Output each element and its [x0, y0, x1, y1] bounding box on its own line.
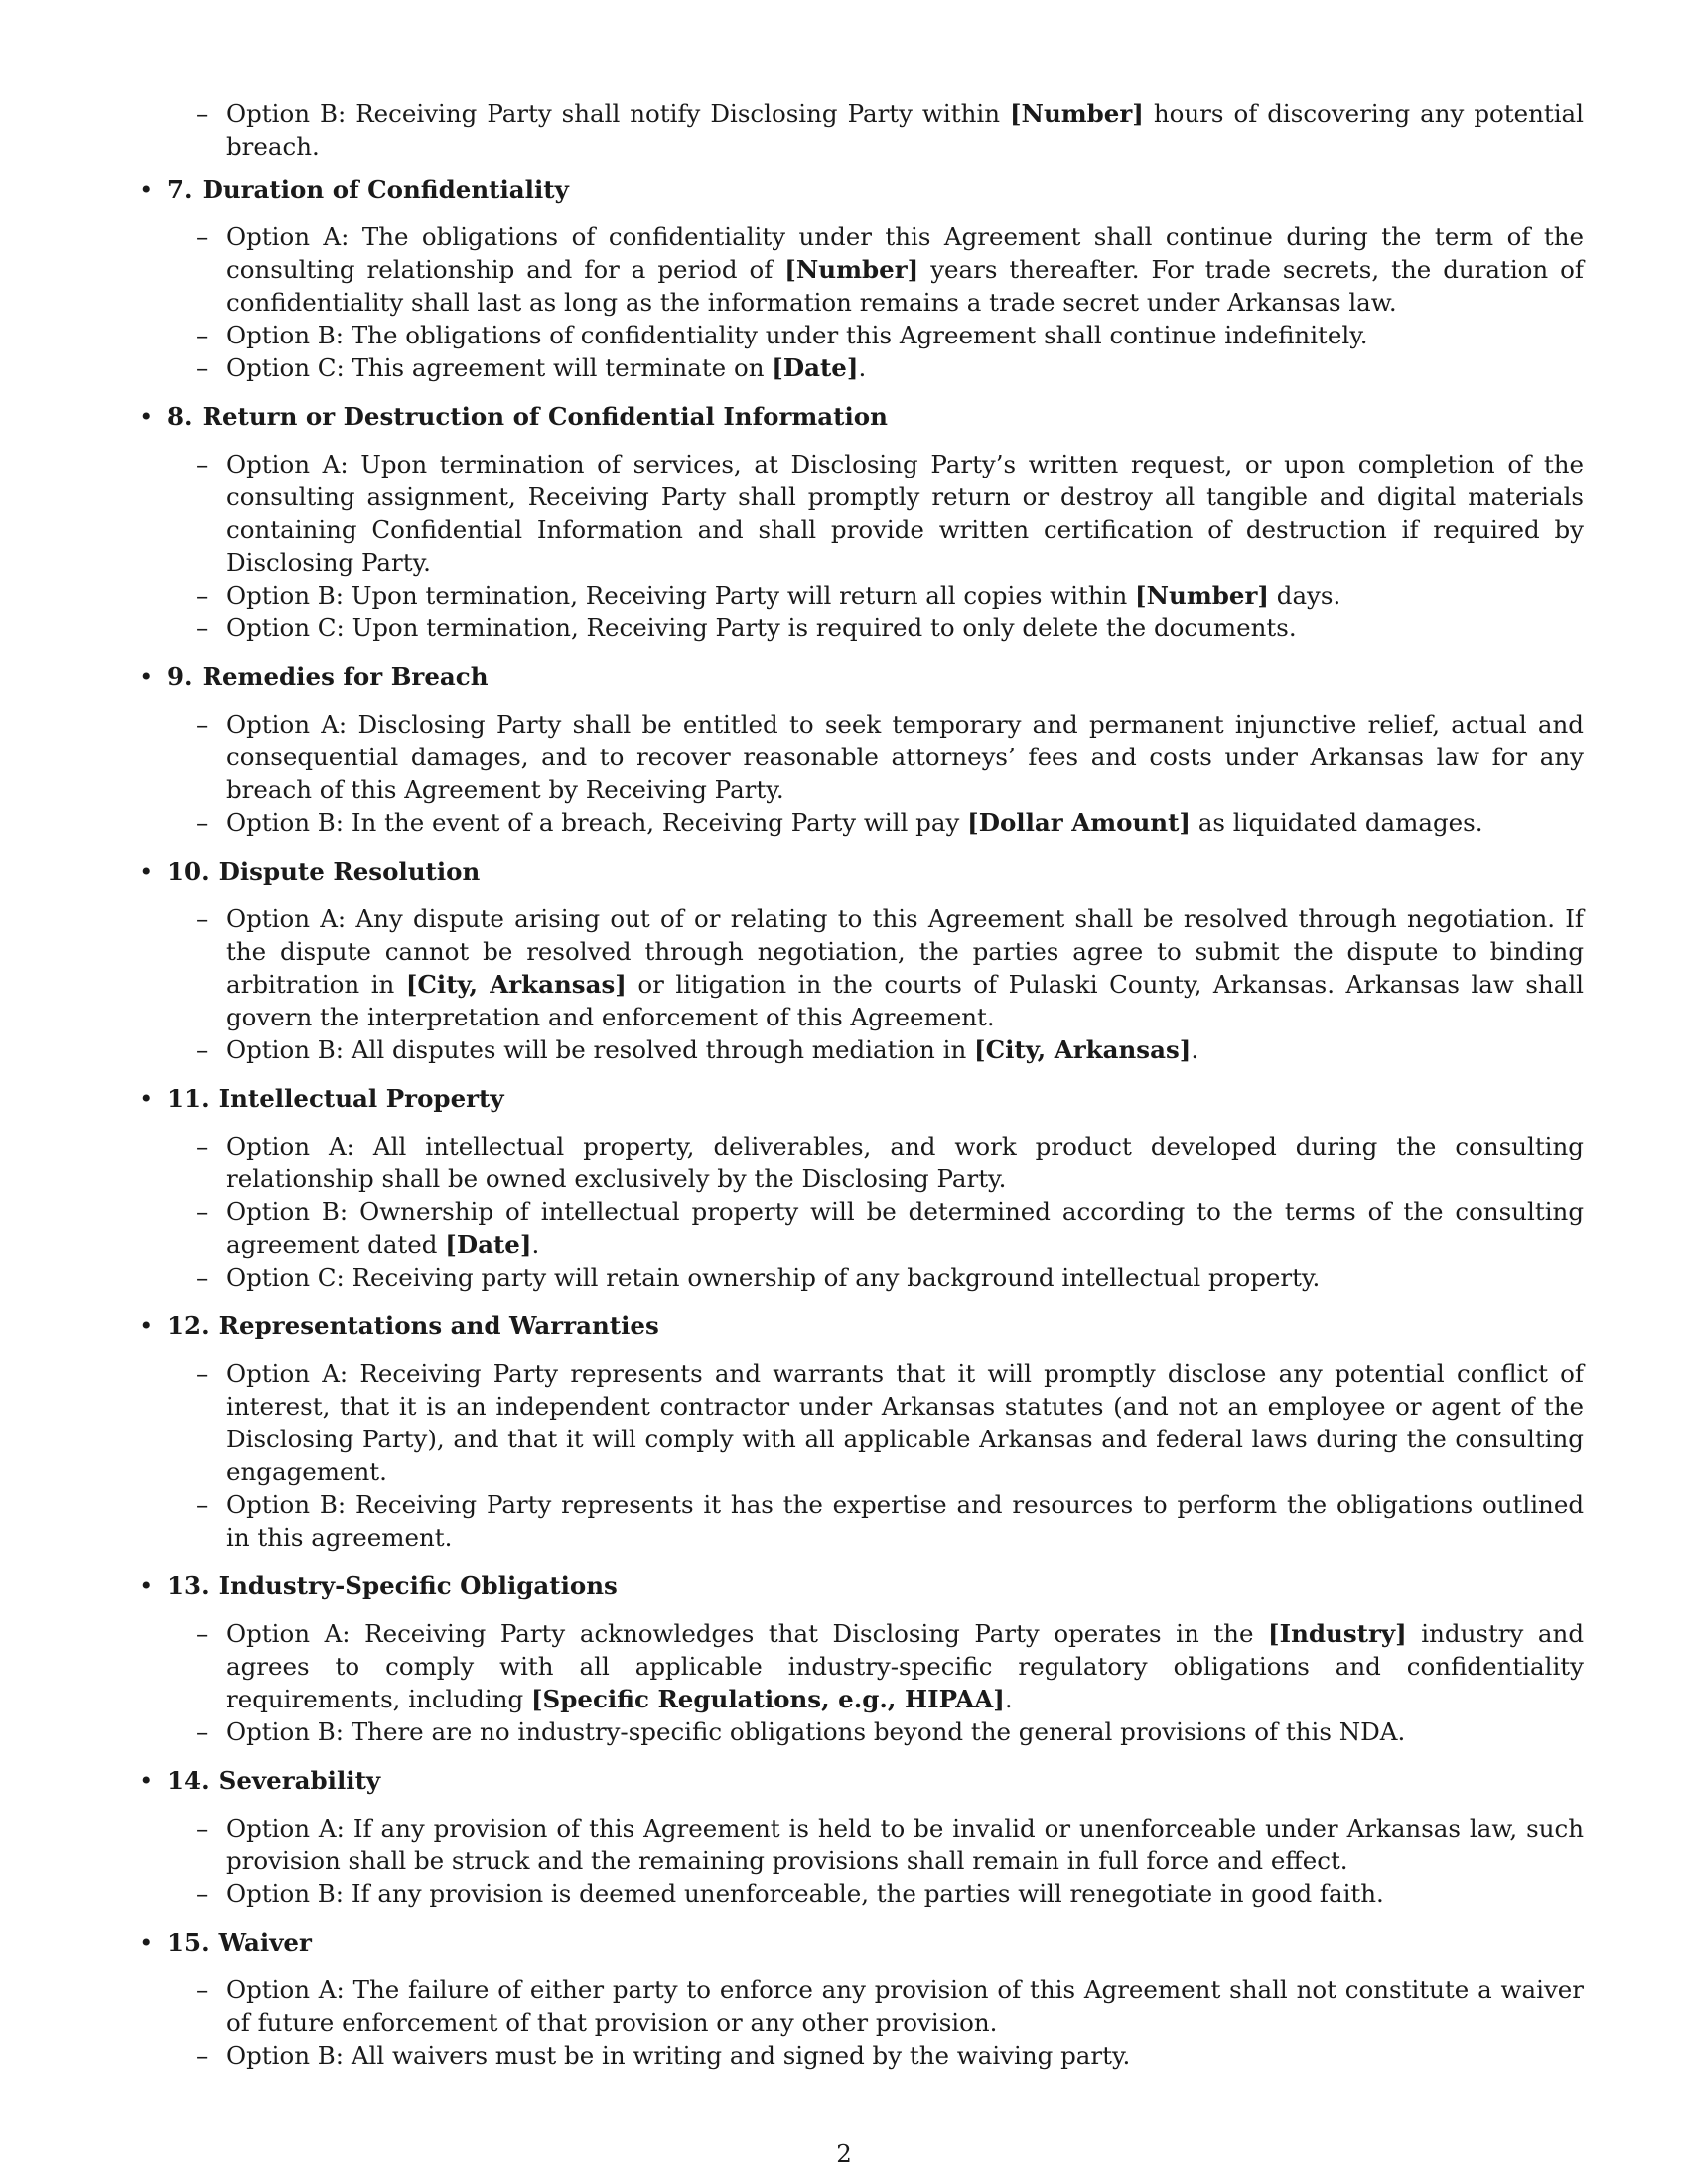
- text-run: Any dispute arising out of or relating to this Agreement shall be resolved through negotiation. If the dispute cannot be resolved through negotiation, the parties agree to submit the dispute to binding arbitration in: [226, 904, 1585, 999]
- text-run: Ownership of intellectual property will be determined according to the terms of the consulting agreement dated: [226, 1197, 1585, 1259]
- option-label: Option B:: [226, 581, 345, 610]
- text-run: industry and agrees to comply with all applicable industry-specific regulatory obligations and confidentiality requirements, including: [226, 1619, 1585, 1713]
- text-run: Upon termination, Receiving Party is required to only delete the documents.: [352, 614, 1297, 642]
- dash-marker: –: [196, 904, 209, 933]
- option-label: Option C:: [226, 614, 345, 642]
- option-text: [352, 614, 1297, 642]
- dash-marker: –: [196, 321, 209, 349]
- page-number: 2: [836, 2139, 852, 2168]
- text-run: Receiving party will retain ownership of any background intellectual property.: [352, 1263, 1321, 1292]
- placeholder-field: [Number]: [1009, 99, 1144, 128]
- text-run: Receiving Party shall notify Disclosing Party within: [355, 99, 1010, 128]
- dash-marker: –: [196, 1976, 209, 2004]
- text-run: .: [531, 1230, 540, 1259]
- option-text: [226, 450, 1584, 577]
- option-label: Option A:: [226, 222, 350, 251]
- option-label: Option B:: [226, 808, 345, 837]
- option-label: Option A:: [226, 1359, 349, 1388]
- option-label: Option B:: [226, 2041, 345, 2070]
- text-run: or litigation in the courts of Pulaski County, Arkansas. Arkansas law shall govern the interpretation and enforcement of this Agreement.: [226, 970, 1584, 1031]
- option-item: [134, 1261, 1584, 1294]
- option-label: Option A:: [226, 1814, 345, 1843]
- bullet-marker: •: [139, 1311, 154, 1340]
- option-text: [352, 2041, 1131, 2070]
- text-run: If any provision is deemed unenforceable, the parties will renegotiate in good faith.: [351, 1879, 1384, 1908]
- section-11: [134, 1082, 1584, 1294]
- option-label: Option A:: [226, 904, 347, 933]
- dash-marker: –: [196, 222, 209, 251]
- option-label: Option B:: [226, 99, 347, 128]
- section-title: Representations and Warranties: [218, 1311, 659, 1340]
- option-label: Option B:: [226, 321, 345, 349]
- option-text: [226, 904, 1584, 1031]
- dash-marker: –: [196, 1359, 209, 1388]
- bullet-marker: •: [139, 1928, 154, 1957]
- option-label: Option C:: [226, 353, 345, 382]
- section-title: Duration of Confidentiality: [202, 175, 569, 204]
- option-text: [352, 1717, 1405, 1746]
- option-item: [134, 902, 1584, 1033]
- section-heading: [134, 1926, 1584, 1959]
- dash-marker: –: [196, 2041, 209, 2070]
- placeholder-field: [Date]: [445, 1230, 532, 1259]
- text-run: Disclosing Party shall be entitled to seek temporary and permanent injunctive relief, actual and consequential damages, and to recover reasonable attorneys’ fees and costs under Arkansas law for any breach of this Agreement by Receiving Party.: [226, 710, 1584, 804]
- option-item: [134, 612, 1584, 644]
- dash-marker: –: [196, 1132, 209, 1160]
- section-14: [134, 1764, 1584, 1910]
- option-item: [134, 97, 1584, 163]
- dash-marker: –: [196, 1035, 209, 1064]
- option-text: [352, 353, 867, 382]
- section-number: 15.: [167, 1928, 210, 1957]
- continued-option-list: [134, 97, 1584, 163]
- option-item: [134, 1488, 1584, 1554]
- dash-marker: –: [196, 1814, 209, 1843]
- dash-marker: –: [196, 1717, 209, 1746]
- text-run: Receiving Party represents and warrants that it will promptly disclose any potential conflict of interest, that it is an independent contractor under Arkansas statutes (and not an employee or agent of the Disclosing Party), and that it will comply with all applicable Arkansas and federal laws during the consulting engagement.: [226, 1359, 1584, 1486]
- option-label: Option B:: [226, 1879, 345, 1908]
- option-item: [134, 1130, 1584, 1195]
- text-run: Upon termination, Receiving Party will return all copies within: [351, 581, 1136, 610]
- option-item: [134, 1877, 1584, 1910]
- section-title: Severability: [218, 1766, 381, 1795]
- placeholder-field: [City, Arkansas]: [974, 1035, 1192, 1064]
- section-13: [134, 1570, 1584, 1748]
- text-run: This agreement will terminate on: [352, 353, 773, 382]
- text-run: If any provision of this Agreement is held to be invalid or unenforceable under Arkansas law, such provision shall be struck and the remaining provisions shall remain in full force and effect.: [226, 1814, 1584, 1875]
- section-12: [134, 1309, 1584, 1554]
- option-text: [226, 710, 1584, 804]
- option-label: Option A:: [226, 1619, 351, 1648]
- section-number: 12.: [167, 1311, 210, 1340]
- text-run: .: [1191, 1035, 1199, 1064]
- bullet-marker: •: [139, 1766, 154, 1795]
- dash-marker: –: [196, 614, 209, 642]
- text-run: .: [858, 353, 867, 382]
- option-item: [134, 1357, 1584, 1488]
- section-number: 11.: [167, 1084, 210, 1113]
- dash-marker: –: [196, 99, 209, 128]
- section-number: 10.: [167, 857, 210, 886]
- text-run: All disputes will be resolved through mediation in: [351, 1035, 975, 1064]
- option-text: [352, 1263, 1321, 1292]
- document-body: [134, 97, 1584, 2088]
- text-run: The obligations of confidentiality under this Agreement shall continue during the term of the consulting relationship and for a period of: [226, 222, 1584, 284]
- option-text: [352, 1035, 1198, 1064]
- option-text: [352, 581, 1340, 610]
- option-text: [226, 1132, 1584, 1193]
- text-run: The obligations of confidentiality under this Agreement shall continue indefinitely.: [351, 321, 1368, 349]
- text-run: The failure of either party to enforce any provision of this Agreement shall not constitute a waiver of future enforcement of that provision or any other provision.: [226, 1976, 1584, 2037]
- section-7: [134, 173, 1584, 384]
- option-item: [134, 1617, 1584, 1715]
- dash-marker: –: [196, 581, 209, 610]
- option-item: [134, 448, 1584, 579]
- placeholder-field: [Dollar Amount]: [967, 808, 1192, 837]
- section-number: 13.: [167, 1571, 210, 1600]
- section-heading: [134, 1570, 1584, 1602]
- option-label: Option A:: [226, 1132, 354, 1160]
- option-item: [134, 1195, 1584, 1261]
- bullet-marker: •: [139, 662, 154, 691]
- option-item: [134, 2039, 1584, 2072]
- section-10: [134, 855, 1584, 1066]
- dash-marker: –: [196, 1197, 209, 1226]
- section-heading: [134, 1764, 1584, 1797]
- text-run: hours of discovering any potential breach.: [226, 99, 1584, 161]
- text-run: All waivers must be in writing and signed by the waiving party.: [351, 2041, 1131, 2070]
- dash-marker: –: [196, 1619, 209, 1648]
- option-text: [226, 1490, 1584, 1552]
- section-8: [134, 400, 1584, 644]
- text-run: There are no industry-specific obligations beyond the general provisions of this NDA.: [351, 1717, 1406, 1746]
- placeholder-field: [Date]: [772, 353, 859, 382]
- option-label: Option C:: [226, 1263, 345, 1292]
- option-text: [226, 1976, 1584, 2037]
- option-text: [226, 1619, 1584, 1713]
- option-item: [134, 1812, 1584, 1877]
- option-label: Option B:: [226, 1197, 349, 1226]
- option-text: [226, 1814, 1584, 1875]
- section-title: Dispute Resolution: [218, 857, 481, 886]
- option-text: [226, 1197, 1584, 1259]
- section-heading: [134, 400, 1584, 433]
- text-run: Upon termination of services, at Disclosing Party’s written request, or upon completion of the consulting assignment, Receiving Party shall promptly return or destroy all tangible and digital materials containing Confidential Information and shall provide written certification of destruction if required by Disclosing Party.: [226, 450, 1584, 577]
- option-item: [134, 1715, 1584, 1748]
- placeholder-field: [Industry]: [1268, 1619, 1407, 1648]
- option-label: Option B:: [226, 1490, 347, 1519]
- dash-marker: –: [196, 1263, 209, 1292]
- option-item: [134, 806, 1584, 839]
- option-label: Option A:: [226, 1976, 345, 2004]
- section-heading: [134, 1082, 1584, 1115]
- bullet-marker: •: [139, 175, 154, 204]
- placeholder-field: [Specific Regulations, e.g., HIPAA]: [530, 1685, 1005, 1713]
- section-number: 8.: [167, 402, 193, 431]
- dash-marker: –: [196, 1490, 209, 1519]
- option-item: [134, 708, 1584, 806]
- bullet-marker: •: [139, 1571, 154, 1600]
- dash-marker: –: [196, 353, 209, 382]
- bullet-marker: •: [139, 1084, 154, 1113]
- option-item: [134, 220, 1584, 319]
- text-run: as liquidated damages.: [1191, 808, 1483, 837]
- option-text: [226, 99, 1584, 161]
- section-heading: [134, 173, 1584, 205]
- section-15: [134, 1926, 1584, 2072]
- section-title: Return or Destruction of Confidential Information: [202, 402, 888, 431]
- option-item: [134, 319, 1584, 351]
- dash-marker: –: [196, 808, 209, 837]
- section-title: Remedies for Breach: [202, 662, 489, 691]
- option-text: [352, 808, 1483, 837]
- option-label: Option B:: [226, 1717, 345, 1746]
- text-run: years thereafter. For trade secrets, the duration of confidentiality shall last as long as the information remains a trade secret under Arkansas law.: [226, 255, 1584, 317]
- section-list: [134, 173, 1584, 2072]
- dash-marker: –: [196, 710, 209, 739]
- section-number: 9.: [167, 662, 193, 691]
- text-run: In the event of a breach, Receiving Party will pay: [351, 808, 968, 837]
- text-run: All intellectual property, deliverables, and work product developed during the consulting relationship shall be owned exclusively by the Disclosing Party.: [226, 1132, 1584, 1193]
- bullet-marker: •: [139, 402, 154, 431]
- option-item: [134, 579, 1584, 612]
- section-number: 14.: [167, 1766, 210, 1795]
- placeholder-field: [Number]: [784, 255, 919, 284]
- section-heading: [134, 1309, 1584, 1342]
- dash-marker: –: [196, 1879, 209, 1908]
- section-heading: [134, 855, 1584, 887]
- dash-marker: –: [196, 450, 209, 478]
- section-title: Intellectual Property: [218, 1084, 504, 1113]
- bullet-marker: •: [139, 857, 154, 886]
- text-run: Receiving Party represents it has the expertise and resources to perform the obligations outlined in this agreement.: [226, 1490, 1585, 1552]
- section-9: [134, 660, 1584, 839]
- option-label: Option B:: [226, 1035, 345, 1064]
- placeholder-field: [Number]: [1135, 581, 1269, 610]
- option-text: [352, 1879, 1384, 1908]
- section-heading: [134, 660, 1584, 693]
- text-run: Receiving Party acknowledges that Disclosing Party operates in the: [364, 1619, 1269, 1648]
- option-item: [134, 351, 1584, 384]
- option-item: [134, 1033, 1584, 1066]
- section-title: Waiver: [218, 1928, 312, 1957]
- option-text: [226, 222, 1584, 317]
- section-title: Industry-Specific Obligations: [218, 1571, 618, 1600]
- text-run: days.: [1268, 581, 1341, 610]
- option-label: Option A:: [226, 710, 348, 739]
- option-text: [226, 1359, 1584, 1486]
- text-run: .: [1004, 1685, 1013, 1713]
- option-item: [134, 1974, 1584, 2039]
- placeholder-field: [City, Arkansas]: [405, 970, 627, 999]
- section-number: 7.: [167, 175, 193, 204]
- option-label: Option A:: [226, 450, 349, 478]
- option-text: [352, 321, 1368, 349]
